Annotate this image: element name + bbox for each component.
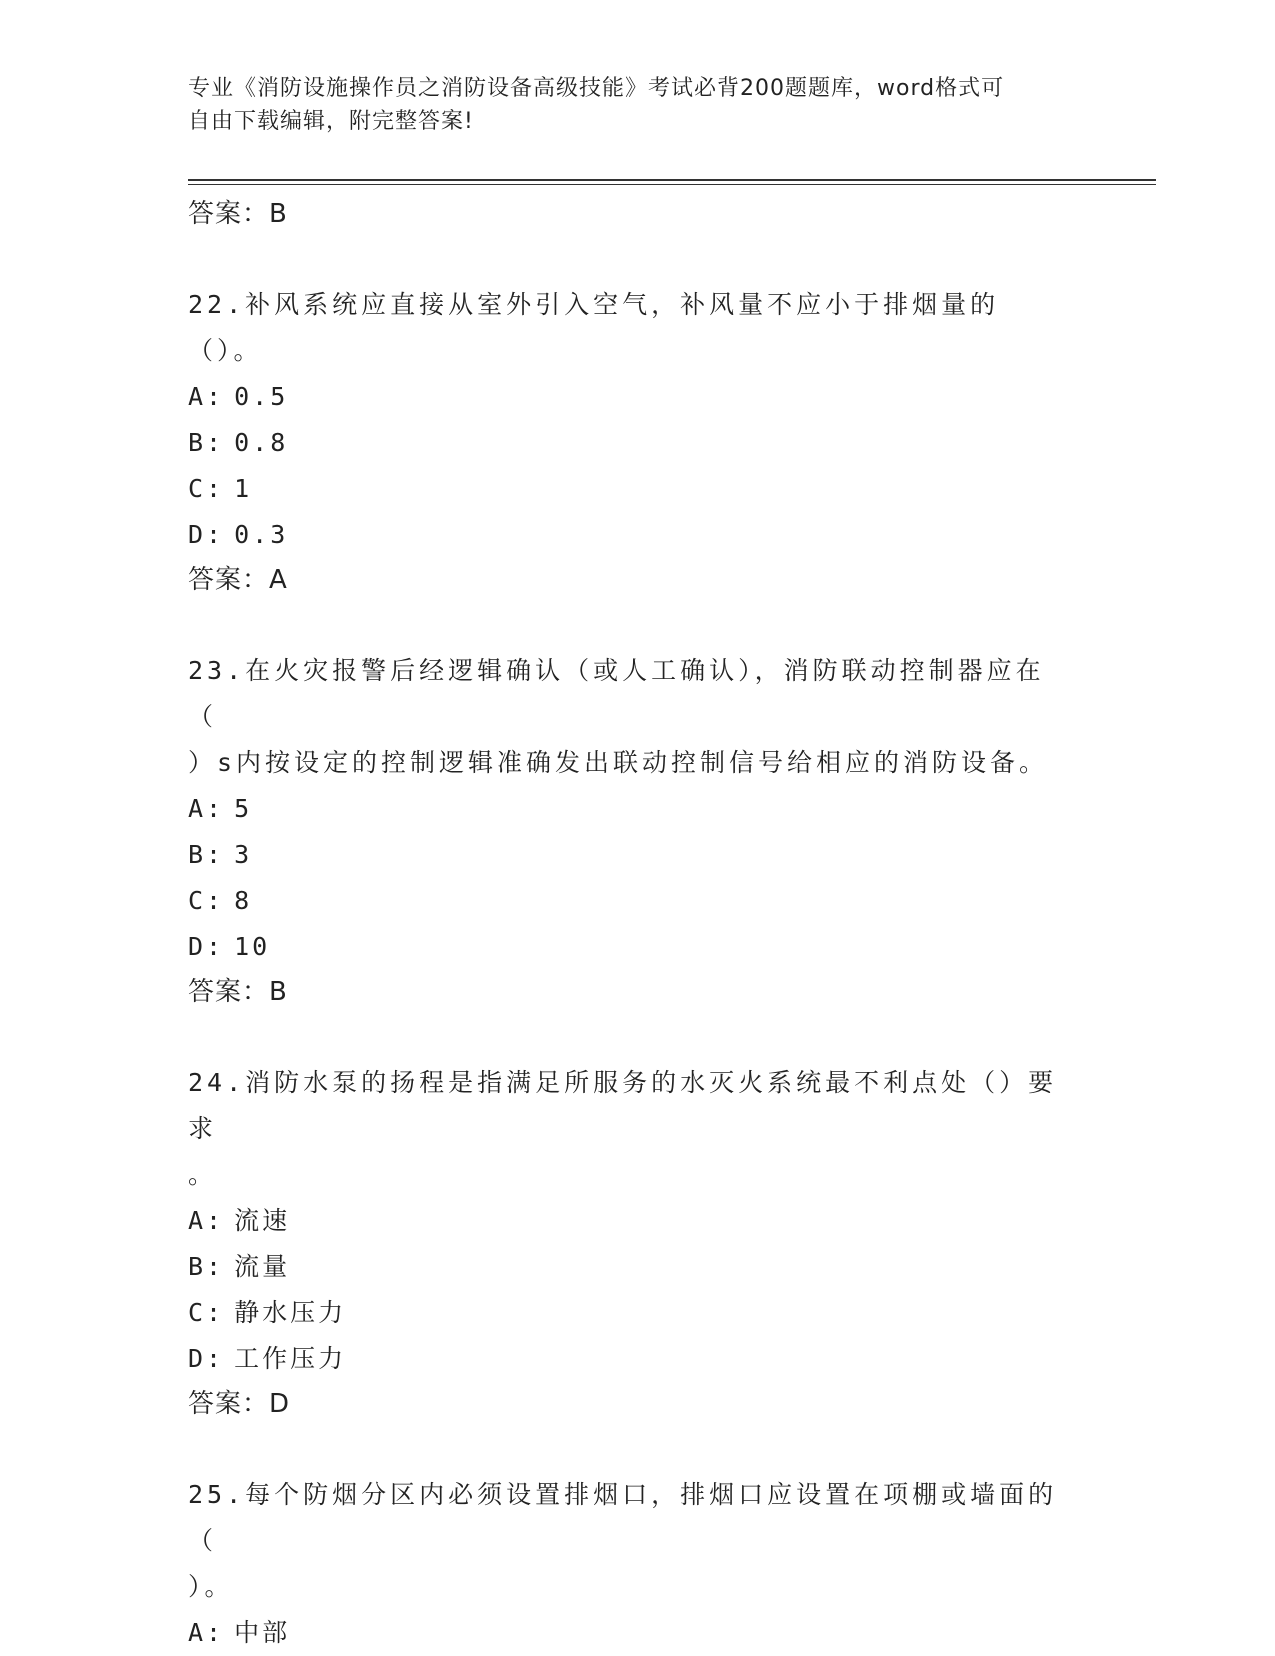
question-stem (188, 282, 1068, 374)
question-block (188, 282, 1088, 602)
option-label: D: (188, 520, 225, 549)
header-line-2: 自由下载编辑，附完整答案! (188, 109, 474, 134)
option-row (188, 924, 1088, 970)
option-text: 工作压力 (234, 1344, 347, 1373)
option-row (188, 1290, 1088, 1336)
option-label: D: (188, 1344, 225, 1373)
document-header (188, 72, 1068, 138)
spacer (188, 1426, 1088, 1472)
question-stem (188, 648, 1068, 786)
option-label: B: (188, 428, 225, 457)
question-stem (188, 1472, 1068, 1610)
question-stem (188, 1060, 1068, 1198)
option-text: 0.5 (234, 382, 289, 411)
answer-line: 答案：B (188, 199, 288, 229)
question-stem-line: ）s内按设定的控制逻辑准确发出联动控制信号给相应的消防设备。 (188, 748, 1049, 777)
option-text: 流量 (234, 1252, 291, 1281)
option-label: C: (188, 474, 225, 503)
option-text: 8 (234, 886, 253, 915)
answer-line: 答案：B (188, 977, 288, 1007)
option-row (188, 1198, 1088, 1244)
option-text: 3 (234, 840, 253, 869)
option-label: A: (188, 382, 225, 411)
option-row (188, 374, 1088, 420)
option-label: A: (188, 1618, 225, 1647)
question-block (188, 1472, 1088, 1656)
question-stem-line: ）。 (188, 1572, 234, 1601)
spacer (188, 602, 1088, 648)
spacer (188, 1014, 1088, 1060)
question-stem-line: 23.在火灾报警后经逻辑确认（或人工确认），消防联动控制器应在（ (188, 656, 1045, 731)
option-row (188, 466, 1088, 512)
option-text: 5 (234, 794, 253, 823)
option-row (188, 512, 1088, 558)
option-text: 1 (234, 474, 253, 503)
header-rule-thick (188, 179, 1156, 181)
question-stem-line: 。 (188, 1160, 218, 1189)
question-block (188, 648, 1088, 1014)
option-text: 流速 (234, 1206, 291, 1235)
answer-line: 答案：A (188, 565, 288, 595)
header-rule-thin (188, 184, 1156, 185)
option-row (188, 1610, 1088, 1656)
question-stem-line: 25.每个防烟分区内必须设置排烟口，排烟口应设置在项棚或墙面的（ (188, 1480, 1058, 1555)
option-label: B: (188, 1252, 225, 1281)
option-label: B: (188, 840, 225, 869)
option-row (188, 878, 1088, 924)
option-row (188, 786, 1088, 832)
header-line-1: 专业《消防设施操作员之消防设备高级技能》考试必背200题题库，word格式可 (188, 76, 1005, 101)
option-row (188, 1244, 1088, 1290)
option-label: C: (188, 886, 225, 915)
question-stem-line: 24.消防水泵的扬程是指满足所服务的水灭火系统最不利点处（）要求 (188, 1068, 1058, 1143)
answer-line: 答案：D (188, 1389, 291, 1419)
option-text: 静水压力 (234, 1298, 347, 1327)
option-label: D: (188, 932, 225, 961)
option-row (188, 1336, 1088, 1382)
question-block (188, 1060, 1088, 1426)
option-label: A: (188, 794, 225, 823)
option-text: 中部 (234, 1618, 291, 1647)
option-row (188, 420, 1088, 466)
question-stem-line: 22.补风系统应直接从室外引入空气，补风量不应小于排烟量的（）。 (188, 290, 1000, 365)
option-text: 0.3 (234, 520, 289, 549)
question-list (188, 192, 1088, 1656)
option-text: 10 (234, 932, 271, 961)
spacer (188, 236, 1088, 282)
option-row (188, 832, 1088, 878)
option-label: A: (188, 1206, 225, 1235)
option-label: C: (188, 1298, 225, 1327)
option-text: 0.8 (234, 428, 289, 457)
